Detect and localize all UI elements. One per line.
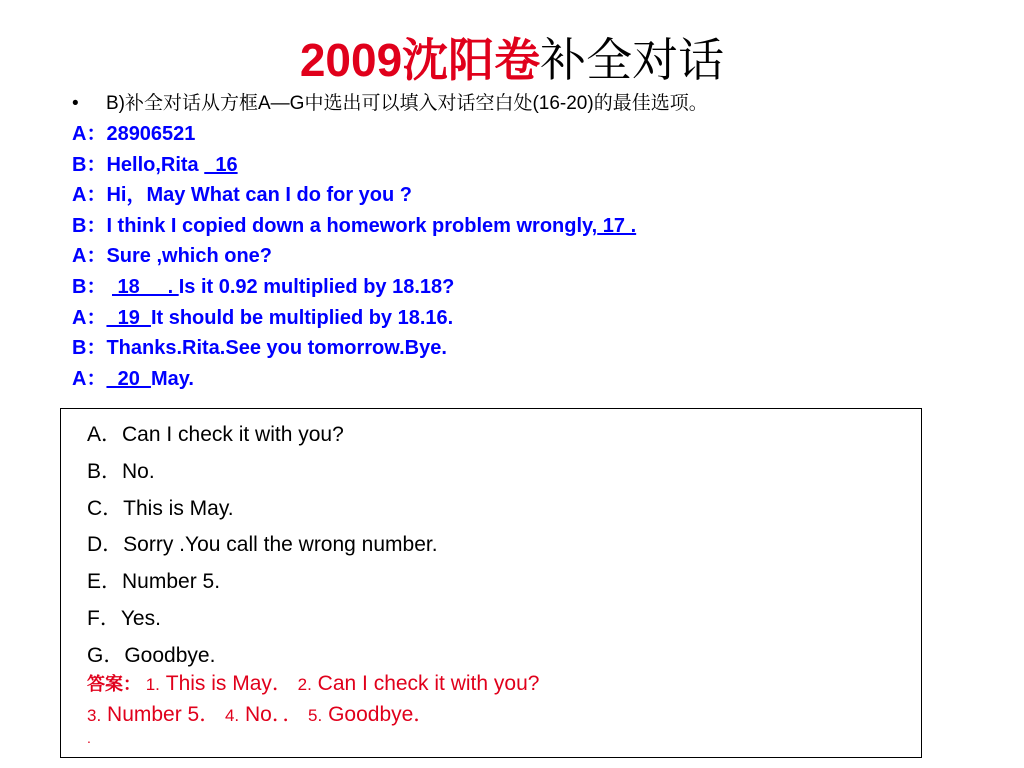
- instruction: [72, 92, 708, 116]
- answer-line-1: 答案： 1. This is May． 2. Can I check it with you?: [87, 672, 540, 695]
- blank-18: 18 .: [112, 275, 179, 298]
- blank-19: 19: [106, 306, 151, 329]
- dialogue-line-3: A：Hi，May What can I do for you ?: [72, 184, 413, 207]
- dialogue-line-1: A：28906521: [72, 123, 196, 145]
- dialogue-line-2: B：Hello,Rita 16: [72, 153, 238, 176]
- option-a: A．Can I check it with you?: [87, 423, 344, 446]
- option-b: B．No.: [87, 459, 155, 483]
- answer-label: 答案：: [87, 674, 141, 694]
- bullet-icon: •: [72, 93, 79, 114]
- dialogue-line-4: B：I think I copied down a homework problem wrongly, 17 .: [72, 214, 637, 237]
- dialogue-line-7: A： 19 It should be multiplied by 18.16.: [72, 306, 454, 329]
- dialogue-line-8: B：Thanks.Rita.See you tomorrow.Bye.: [72, 337, 447, 360]
- title-black: 补全对话: [540, 34, 725, 86]
- answer-line-2: 3. Number 5． 4. No．． 5. Goodbye．: [87, 703, 435, 726]
- blank-20: 20: [106, 367, 151, 390]
- option-c: C．This is May.: [87, 496, 234, 520]
- options-box: [60, 408, 922, 758]
- dialogue-line-5: A：Sure ,which one?: [72, 245, 273, 268]
- instruction-text: B)补全对话从方框A—G中选出可以填入对话空白处(16-20)的最佳选项。: [106, 93, 708, 114]
- blank-17: 17 .: [597, 214, 637, 237]
- answer-key: [87, 669, 539, 745]
- option-e: E．Number 5.: [87, 570, 221, 594]
- option-f: F．Yes.: [87, 606, 161, 630]
- title-red: 2009沈阳卷: [299, 34, 541, 86]
- options-list: [87, 417, 438, 675]
- option-g: G．Goodbye.: [87, 643, 216, 667]
- option-d: D．Sorry .You call the wrong number.: [87, 533, 438, 557]
- dialogue: [72, 119, 636, 394]
- page-title: [0, 30, 1024, 90]
- trailing-dot: .: [87, 730, 91, 746]
- dialogue-line-9: A： 20 May.: [72, 367, 194, 390]
- blank-16: 16: [204, 153, 238, 176]
- dialogue-line-6: B： 18 . Is it 0.92 multiplied by 18.18?: [72, 275, 455, 298]
